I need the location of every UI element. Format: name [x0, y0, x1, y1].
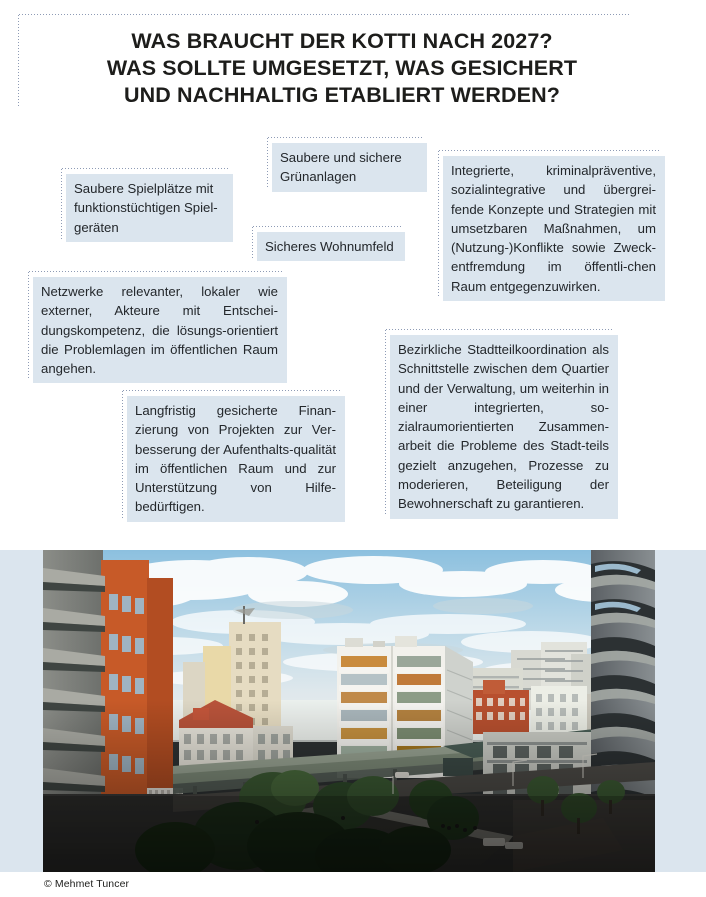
photo-kottbusser-tor [43, 550, 655, 872]
statement-box-green-spaces: Saubere und sichere Grünanlagen [272, 143, 427, 192]
statement-box-financing: Langfristig gesicherte Finan-zierung von Projekten zur Ver-besserung der Aufenthalts-qualität im öffentlichen Raum und zur Unterstützung von Hilfe-bedürftigen. [127, 396, 345, 522]
page-title-line-2: WAS SOLLTE UMGESETZT, WAS GESICHERT [106, 56, 578, 80]
statement-box-district-coordination: Bezirkliche Stadtteilkoordination als Schnittstelle zwischen dem Quartier und der Verwaltung, um weiterhin in einer integrierten, so-zialraumorientierten Zusammen-arbeit die Probleme des Stadt-teils gezielt anzugehen, Prozesse zu moderieren, Beteiligung der Bewohnerschaft zu garantieren. [390, 335, 618, 519]
page-title-line-3: UND NACHHALTIG ETABLIERT WERDEN? [124, 83, 560, 107]
statement-box-networks: Netzwerke relevanter, lokaler wie externer, Akteure mit Entschei-dungskompetenz, die lösungs-orientiert die Problemlagen im öffentlichen Raum angehen. [33, 277, 287, 383]
photo-credit: © Mehmet Tuncer [44, 878, 130, 890]
page-title-line-1: WAS BRAUCHT DER KOTTI NACH 2027? [131, 29, 553, 53]
top-dotted-rule [18, 14, 630, 15]
statement-box-playgrounds: Saubere Spielplätze mit funktionstüchtigen Spiel-geräten [66, 174, 233, 242]
statement-box-safe-housing: Sicheres Wohnumfeld [257, 232, 405, 261]
statement-box-prevention-concepts: Integrierte, kriminalpräventive, sozialintegrative und übergrei-fende Konzepte und Strategien mit umsetzbaren Maßnahmen, um (Nutzung-)Konflikte sowie Zweck-entfremdung im öffentli-chen Raum entgegenzuwirken. [443, 156, 665, 301]
page-title [18, 28, 666, 109]
